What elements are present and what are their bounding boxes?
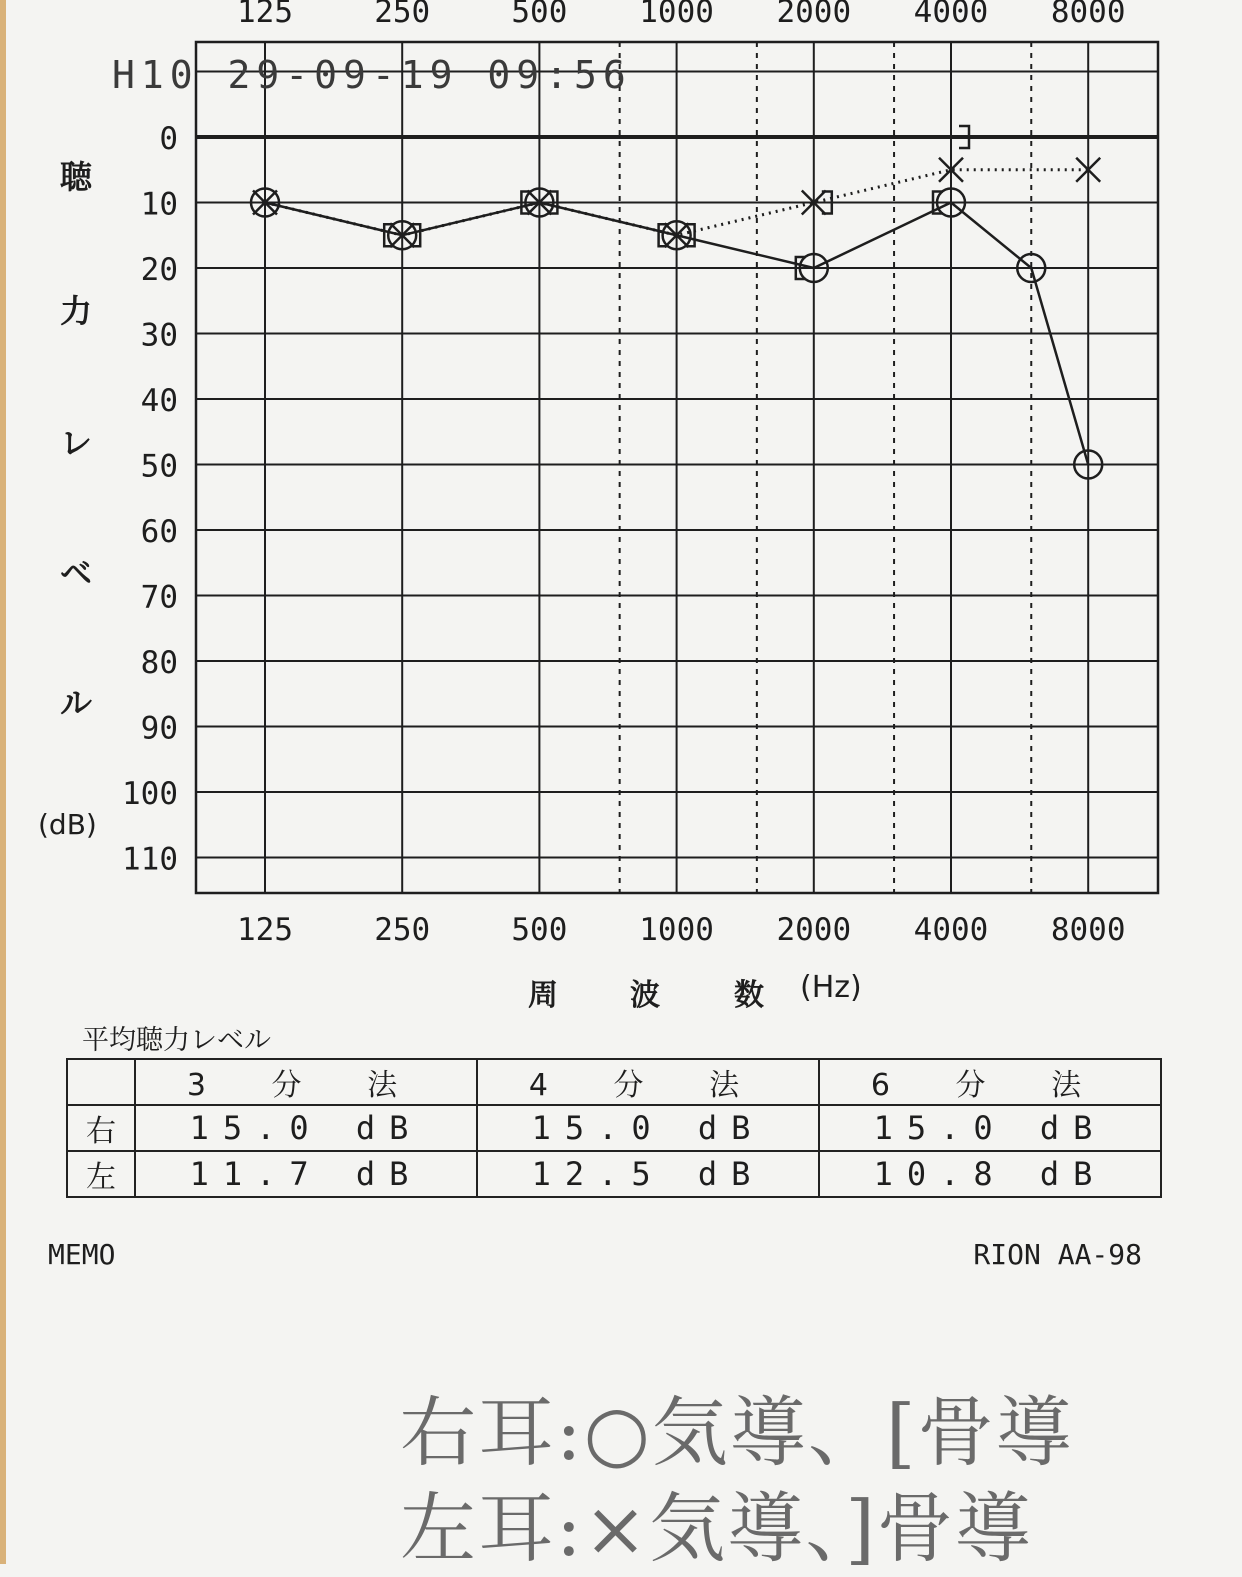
left-method-3-value: 11.7 dB [135,1151,477,1197]
y-tick-label: 30 [140,317,178,354]
y-axis-char-1: 聴 [59,158,92,196]
y-tick-label: 90 [140,710,178,747]
left-method-6-value: 10.8 dB [819,1151,1161,1197]
x-tick-label: 8000 [1050,912,1126,948]
table-row-right [67,1105,1161,1151]
y-axis-char-2: 力 [59,292,92,330]
y-tick-label: 70 [140,579,178,616]
y-axis-char-4: ベ [59,554,92,592]
x-tick-label: 125 [237,912,293,948]
table-row-left [67,1151,1161,1197]
y-axis-char-3: レ [59,424,92,462]
right-method-6-value: 15.0 dB [819,1105,1161,1151]
method-4-header: 4 分 法 [477,1059,819,1105]
average-level-title: 平均聴力レベル [82,1025,271,1056]
y-tick-label: 100 [122,776,178,812]
x-tick-label: 1000 [639,912,714,948]
method-6-header: 6 分 法 [819,1059,1161,1105]
y-tick-label: 50 [140,448,178,485]
right-method-4-value: 15.0 dB [477,1105,819,1151]
y-axis-unit: (dB) [38,808,97,841]
x-tick-label-top: 4000 [913,0,989,30]
legend-right-ear: 右耳:○気導、[骨導 [400,1388,1074,1477]
x-tick-label: 250 [374,912,431,948]
method-3-header: 3 分 法 [135,1059,477,1105]
ear-label-right: 右 [67,1105,135,1151]
x-axis-char-3: 数 [734,978,764,1013]
y-axis-char-5: ル [59,684,92,722]
x-axis-unit: (Hz) [800,970,862,1005]
x-axis-char-2: 波 [630,978,660,1013]
x-tick-label: 500 [511,912,568,948]
timestamp: H10 29-09-19 09:56 [112,53,632,97]
device-model: RION AA-98 [973,1238,1142,1271]
x-tick-label-top: 250 [374,0,431,30]
x-axis-char-1: 周 [528,978,558,1013]
y-tick-label: 80 [140,645,178,681]
x-tick-label-top: 125 [237,0,293,30]
ear-label-left: 左 [67,1151,135,1197]
table-corner-cell [67,1059,135,1105]
legend-left-ear: 左耳:×気導、]骨導 [400,1484,1033,1573]
left-method-4-value: 12.5 dB [477,1151,819,1197]
y-tick-label: 60 [140,514,178,550]
y-tick-label: 20 [140,252,178,288]
x-tick-label-top: 2000 [776,0,852,30]
y-tick-label: 0 [159,121,178,157]
y-tick-label: 10 [140,186,178,223]
x-tick-label-top: 8000 [1050,0,1126,30]
table-header-row [67,1059,1161,1105]
x-tick-label-top: 1000 [639,0,714,30]
average-level-table [66,1058,1162,1198]
y-tick-label: 110 [122,841,178,878]
right-method-3-value: 15.0 dB [135,1105,477,1151]
x-tick-label: 4000 [913,912,989,948]
y-tick-label: 40 [140,383,178,419]
memo-label: MEMO [48,1238,116,1271]
x-tick-label-top: 500 [511,0,568,30]
x-tick-label: 2000 [776,912,852,948]
